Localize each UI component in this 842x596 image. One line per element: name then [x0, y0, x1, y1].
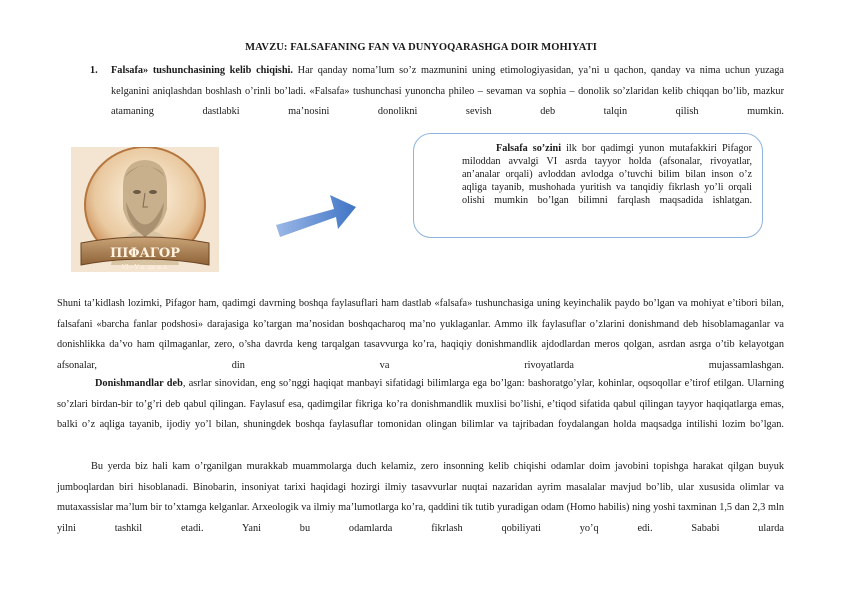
list-item-text: [111, 61, 784, 143]
paragraph-1: Shuni ta’kidlash lozimki, Pifagor ham, qadimgi davrning boshqa faylasuflari ham dastlab «falsafa» tushunchasiga uning keyinchalik paydo bo’lgan va mohiyat e’tibori bilan, falsafani «barcha fanlar podshosi» darajasiga ko’targan ma’nosidan boshqacharoq ma’no yuklaganlar. Ammo ilk faylasuflar o’zlarini donishmand deb hisoblamaganlar va donishlikka da’vo ham qilmaganlar, zero, o’sha davrda keng tarqalgan tasavvurga ko’ra, haqiqiy donishmandlik ajdodlardan meros qolgan, asrdan asrga o’tib kelayotgan afsonalar, din va rivoyatlarda mujassamlashgan.: [57, 298, 784, 371]
list-item-body: Har qanday noma’lum so’z mazmunini uning etimologiyasidan, ya’ni u qachon, qanday va nima uchun yuzaga kelganini aniqlashdan boshlash o’rinli bo’ladi. «Falsafa» tushunchasi yunoncha phileo – sevaman va sophia – donolik so’zlaridan kelib chiqqan bo’lib, mazkur atamaning dastlabki ma’nosini donolikni sevish deb talqin qilish mumkin.: [111, 65, 784, 118]
portrait-banner-text: ΠΙΦΑΓΟΡ: [109, 246, 181, 261]
paragraph-3-body: Bu yerda biz hali kam o’rganilgan murakkab muammolarga duch kelamiz, zero insonning kelib chiqishi odamlar doim javobini topishga harakat qilgan buyuk jumboqlardan biri hisoblanadi. Binobarin, insoniyat tarixi haqidagi hozirgi ilmiy tasavvurlar nuqtai nazaridan ayrim masalalar mavjud bo’lib, ular xususida olimlar va mutaxassislar ma’lum bir to’xtamga kelganlar. Arxeologik va ilmiy ma’lumotlarga ko’ra, qaddini tik tutib yuradigan odam (Homo habilis) ning yoshi taxminan 1,5 dan 2,3 mln yilni tashkil etadi. Yani bu odamlarda fikrlash qobiliyati yo’q edi. Sababi ularda: [57, 461, 784, 534]
paragraph-2: [57, 374, 784, 456]
list-item-heading: Falsafa» tushunchasining kelib chiqishi.: [111, 65, 293, 76]
portrait-sub-text: VI—V в. до н.э.: [121, 264, 169, 271]
page-title: MAVZU: FALSAFANING FAN VA DUNYOQARASHGA DOIR MOHIYATI: [245, 42, 597, 53]
callout-heading: Falsafa so’zini: [496, 143, 562, 154]
pythagoras-portrait-image: [71, 147, 219, 272]
list-number: 1.: [90, 65, 98, 76]
callout-body: ilk bor qadimgi yunon mutafakkiri Pifagor miloddan avvalgi VI asrda tayyor holda (afsonalar, rivoyatlar, an’analar orqali) avloddan avlodga o’tuvchi bilim bilan inson o’z aqliga tayanib, mushohada yuritish va tanqidiy fikrlash yo’li orqali olishi mumkin bo’lgan bilimni farqlash maqsadida ishlatgan.: [462, 143, 752, 207]
paragraph-2-body: , asrlar sinovidan, eng so’nggi haqiqat manbayi sifatidagi bilimlarga ega bo’lgan: bashoratgo’ylar, kohinlar, oqsoqollar e’tirof etilgan. Ularning so’zlari birdan-bir to’g’ri deb qabul qilingan. Faylasuf esa, qadimgilar fikriga ko’ra donishmandlik muxlisi bo’lishi, e’tiqod sifatida qabul qilingan tayyor haqiqatlarga emas, balki o’z aqliga tayanib, ijodiy yo’l bilan, shuningdek boshqa faylasuflar tomonidan olingan bilimlar va tajribadan foydalangan holda maqsadga intilishi lozim bo’lgan.: [57, 378, 785, 431]
paragraph-3: [57, 457, 784, 560]
callout-text: [462, 142, 752, 221]
paragraph-2-heading: Donishmandlar deb: [95, 378, 183, 389]
arrow-right-icon: [274, 187, 358, 241]
